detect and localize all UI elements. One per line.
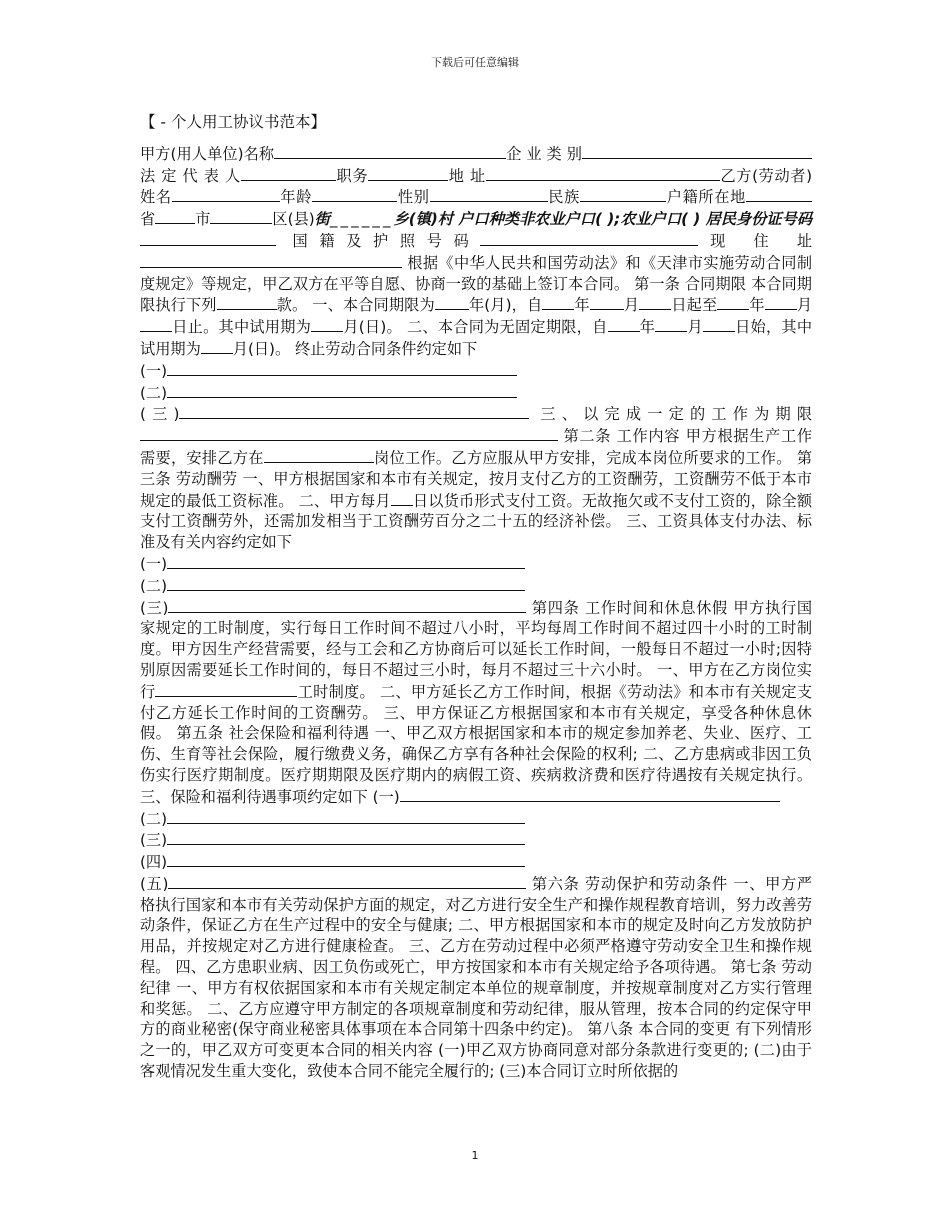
contract-text: 甲方(用人单位)名称 企 业 类 别法 定 代 表 人 职务 地 址 乙方(劳动者)姓名 年龄 性别 民族 户籍所在地省 市 区(县)街______乡(镇)村 户口种类非农业户口( );农业户口( ) 居民身份证号码 国籍及护照号码 现 住 址 根据《中华人民共和国劳动法》和《天津市实施劳动合同制度规定》等规定，甲乙双方在平等自愿、协商一致的基础上签订本合同。 第一条 合同期限 本合同期限执行下列 款。 一、本合同期限为 年(月)，自 年 月 日起至 年 月日止。其中试用期为 月(日)。 二、本合同为无固定期限，自 年 月 日始，其中试用期为 月(日)。 终止劳动合同条件约定如下 (一) (二) (三) 三、以完成一定的工作为期限 第二条 工作内容 甲方根据生产工作需要，安排乙方在 岗位工作。乙方应服从甲方安排，完成本岗位所要求的工作。 第三条 劳动酬劳 一、甲方根据国家和本市有关规定，按月支付乙方的工资酬劳，工资酬劳不低于本市规定的最低工资标准。 二、甲方每月 日以货币形式支付工资。无故拖欠或不支付工资的，除全额支付工资酬劳外，还需加发相当于工资酬劳百分之二十五的经济补偿。 三、工资具体支付办法、标准及有关内容约定如下 (一) (二) (三) 第四条 工作时间和休息休假 甲方执行国家规定的工时制度，实行每日工作时间不超过八小时，平均每周工作时间不超过四十小时的工时制度。甲方因生产经营需要，经与工会和乙方协商后可以延长工作时间，一般每日不超过一小时;因特别原因需要延长工作时间的，每日不超过三小时，每月不超过三十六小时。 一、甲方在乙方岗位实行 工时制度。 二、甲方延长乙方工作时间，根据《劳动法》和本市有关规定支付乙方延长工作时间的工资酬劳。 三、甲方保证乙方根据国家和本市有关规定，享受各种休息休假。 第五条 社会保险和福利待遇 一、甲乙双方根据国家和本市的规定参加养老、失业、医疗、工伤、生育等社会保险，履行缴费义务，确保乙方享有各种社会保险的权利; 二、乙方患病或非因工负伤实行医疗期制度。医疗期期限及医疗期内的病假工资、疾病救济费和医疗待遇按有关规定执行。 三、保险和福利待遇事项约定如下 (一) (二) (三) (四) (五) 第六条 劳动保护和劳动条件 一、甲方严格执行国家和本市有关劳动保护方面的规定，对乙方进行安全生产和操作规程教育培训，努力改善劳动条件，保证乙方在生产过程中的安全与健康; 二、甲方根据国家和本市的规定及时向乙方发放防护用品，并按规定对乙方进行健康检查。 三、乙方在劳动过程中必须严格遵守劳动安全卫生和操作规程。 四、乙方患职业病、因工负伤或死亡，甲方按国家和本市有关规定给予各项待遇。 第七条 劳动纪律 一、甲方有权依据国家和本市有关规定制定本单位的规章制度，并按规章制度对乙方实行管理和奖惩。 二、乙方应遵守甲方制定的各项规章制度和劳动纪律，服从管理，按本合同的约定保守甲方的商业秘密(保守商业秘密具体事项在本合同第十四条中约定)。 第八条 本合同的变更 有下列情形之一的，甲乙双方可变更本合同的相关内容 (一)甲乙双方协商同意对部分条款进行变更的; (二)由于客观情况发生重大变化，致使本合同不能完全履行的; (三)本合同订立时所依据的 [140, 144, 813, 1081]
page-number: 1 [471, 1149, 479, 1162]
document-body [140, 112, 812, 1082]
page-header-note: 下载后可任意编辑 [431, 56, 519, 69]
document-title: 【 - 个人用工协议书范本】 [140, 113, 326, 131]
